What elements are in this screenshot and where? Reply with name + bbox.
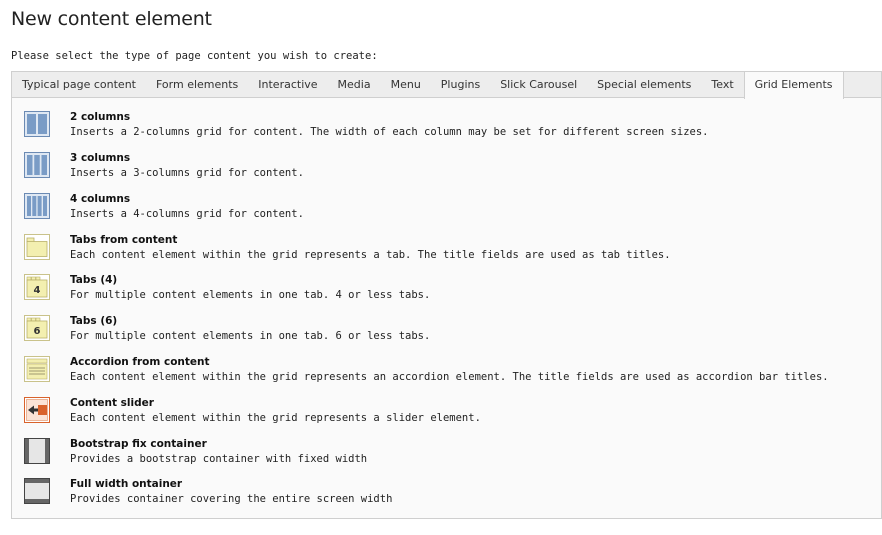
item-description: Provides a bootstrap container with fixed width [70,453,368,465]
item-2-columns[interactable] [24,110,864,142]
tab-interactive[interactable]: Interactive [258,78,318,91]
two-columns-icon [24,111,50,137]
item-content-slider[interactable] [24,396,864,428]
item-description: Each content element within the grid represents a slider element. [70,412,481,424]
tab-grid-elements[interactable]: Grid Elements [744,71,844,99]
item-4-columns[interactable] [24,192,864,224]
tabs-6-icon [24,315,50,341]
item-3-columns[interactable] [24,151,864,183]
item-name: 3 columns [70,152,131,164]
tab-slick-carousel[interactable]: Slick Carousel [500,78,578,91]
full-width-container-icon [24,478,50,504]
page-subtitle: Please select the type of page content you wish to create: [11,50,378,62]
accordion-icon [24,356,50,382]
item-name: Content slider [70,397,154,409]
tabs-4-icon [24,274,50,300]
tab-menu[interactable]: Menu [390,78,421,91]
svg-text:6: 6 [33,326,41,337]
item-description: For multiple content elements in one tab. 4 or less tabs. [70,289,431,301]
item-name: 2 columns [70,111,131,123]
item-name: 4 columns [70,193,131,205]
item-full-width-container[interactable] [24,477,864,509]
item-bootstrap-fix-container[interactable] [24,437,864,469]
three-columns-icon [24,152,50,178]
item-name: Bootstrap fix container [70,438,207,450]
tab-special-elements[interactable]: Special elements [597,78,692,91]
tab-form-elements[interactable]: Form elements [155,78,239,91]
item-description: Inserts a 3-columns grid for content. [70,167,304,179]
item-description: Each content element within the grid represents an accordion element. The title fields are used as accordion bar titles. [70,371,829,383]
four-columns-icon [24,193,50,219]
item-name: Full width ontainer [70,478,183,490]
item-accordion-from-content[interactable] [24,355,864,387]
item-name: Tabs (6) [70,315,118,327]
item-name: Tabs from content [70,234,178,246]
fixed-container-icon [24,438,50,464]
item-description: Inserts a 2-columns grid for content. The width of each column may be set for different screen sizes. [70,126,709,138]
item-description: Provides container covering the entire screen width [70,493,393,505]
item-tabs-4[interactable] [24,273,864,305]
tab-bar [11,71,882,97]
item-description: Each content element within the grid represents a tab. The title fields are used as tab titles. [70,249,671,261]
item-name: Tabs (4) [70,274,118,286]
item-name: Accordion from content [70,356,210,368]
tab-text[interactable]: Text [711,78,734,91]
page-title: New content element [11,8,212,30]
slider-icon [24,397,50,423]
item-tabs-6[interactable] [24,314,864,346]
tabs-icon [24,234,50,260]
item-description: For multiple content elements in one tab. 6 or less tabs. [70,330,431,342]
tab-media[interactable]: Media [337,78,371,91]
item-tabs-from-content[interactable] [24,233,864,265]
item-description: Inserts a 4-columns grid for content. [70,208,304,220]
svg-text:4: 4 [33,285,41,296]
grid-elements-panel [11,97,882,519]
tab-typical-page-content[interactable]: Typical page content [22,78,136,91]
tab-plugins[interactable]: Plugins [440,78,481,91]
